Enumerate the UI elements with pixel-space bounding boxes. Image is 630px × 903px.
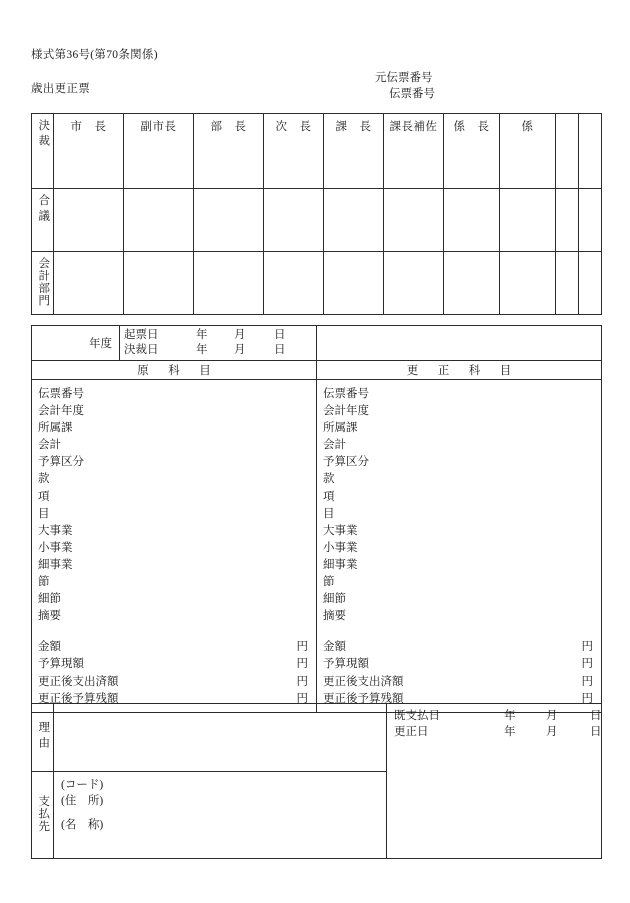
day-unit: 日	[274, 329, 286, 341]
date-row-blank-cell[interactable]	[317, 326, 602, 361]
reason-label: 理由	[37, 720, 50, 752]
approval-cell[interactable]	[384, 252, 444, 315]
table-row	[32, 189, 602, 252]
approval-row-label-kessai	[32, 114, 54, 189]
bottom-table	[31, 703, 602, 859]
field-label: 細節	[38, 593, 61, 606]
field-label: 大事業	[38, 524, 73, 537]
approval-cell-deputy-chief[interactable]	[264, 114, 324, 189]
amount-label: 更正後予算残額	[323, 692, 404, 705]
year-unit: 年	[196, 329, 208, 341]
original-slip-number-label: 元伝票番号	[375, 72, 433, 84]
amount-label: 予算現額	[38, 658, 84, 671]
approval-cell-blank-1[interactable]	[556, 114, 579, 189]
currency-unit: 円	[581, 675, 593, 688]
approval-cell-assistant-section-chief[interactable]	[384, 114, 444, 189]
drafting-date-label: 起票日	[124, 329, 159, 341]
already-paid-date-label: 既支払日	[394, 710, 440, 722]
form-title: 歳出更正票	[31, 83, 90, 95]
field-label: 会計	[38, 439, 61, 452]
field-label: 款	[38, 473, 50, 486]
field-label: 項	[38, 490, 50, 503]
amount-line	[38, 656, 308, 673]
original-account-fields[interactable]	[32, 380, 317, 713]
amount-label: 更正後支出済額	[38, 675, 119, 688]
approval-cell[interactable]	[556, 252, 579, 315]
day-unit: 日	[590, 710, 602, 722]
approval-date-line	[124, 343, 316, 358]
payee-input-cell[interactable]	[54, 772, 387, 859]
amount-line	[38, 674, 308, 691]
year-unit: 年	[504, 710, 516, 722]
amount-label: 更正後予算残額	[38, 692, 119, 705]
spacer	[38, 625, 308, 639]
approval-cell[interactable]	[194, 189, 264, 252]
approval-col-header: 課長補佐	[389, 121, 438, 133]
approval-cell-blank-2[interactable]	[579, 114, 602, 189]
approval-date-label: 決裁日	[124, 344, 159, 356]
currency-unit: 円	[296, 658, 308, 671]
approval-row-label-gogi	[32, 189, 54, 252]
approval-col-header: 課 長	[335, 121, 372, 133]
approval-col-header: 市 長	[70, 121, 107, 133]
month-unit: 月	[546, 710, 558, 722]
approval-col-header	[579, 114, 601, 118]
approval-col-header: 係 長	[453, 121, 490, 133]
approval-cell-section-chief[interactable]	[324, 114, 384, 189]
amount-line	[38, 639, 308, 656]
fiscal-year-label: 年度	[89, 338, 112, 350]
approval-cell[interactable]	[324, 189, 384, 252]
approval-cell[interactable]	[444, 189, 500, 252]
approval-cell[interactable]	[194, 252, 264, 315]
day-unit: 日	[274, 344, 286, 356]
field-label: 伝票番号	[323, 388, 369, 400]
field-label: 予算区分	[323, 456, 369, 469]
field-label: 節	[38, 576, 50, 589]
approval-cell-subsection-chief[interactable]	[444, 114, 500, 189]
approval-table-wrapper	[31, 113, 602, 315]
field-label: 小事業	[323, 541, 358, 554]
approval-cell-staff[interactable]	[500, 114, 556, 189]
year-unit: 年	[196, 344, 208, 356]
table-row	[32, 114, 602, 189]
currency-unit: 円	[296, 692, 308, 705]
spacer	[61, 809, 386, 817]
field-label: 会計	[323, 439, 346, 452]
approval-cell[interactable]	[500, 189, 556, 252]
amount-label: 金額	[323, 641, 346, 654]
field-label: 所属課	[323, 422, 358, 435]
amount-line	[323, 674, 593, 691]
approval-cell-mayor[interactable]	[54, 114, 124, 189]
currency-unit: 円	[581, 692, 593, 705]
field-label: 摘要	[323, 610, 346, 623]
field-label: 細節	[323, 593, 346, 606]
bottom-table-wrapper	[31, 703, 602, 859]
field-label: 会計年度	[38, 405, 84, 418]
field-label: 会計年度	[323, 405, 369, 418]
approval-cell[interactable]	[324, 252, 384, 315]
payee-code-label: (コード)	[61, 779, 104, 791]
currency-unit: 円	[581, 658, 593, 671]
approval-cell[interactable]	[579, 252, 602, 315]
field-label: 摘要	[38, 610, 61, 623]
slip-number-block	[375, 70, 435, 102]
amount-label: 更正後支出済額	[323, 675, 404, 688]
field-label: 予算区分	[38, 456, 84, 469]
approval-row-label-text: 合議	[37, 194, 50, 225]
approval-col-header: 係	[521, 121, 534, 133]
field-label: 目	[323, 507, 335, 520]
approval-cell[interactable]	[500, 252, 556, 315]
correction-date-label: 更正日	[394, 726, 429, 738]
approval-table	[31, 113, 602, 315]
approval-cell[interactable]	[54, 252, 124, 315]
approval-row-label-text: 会計部門	[37, 257, 50, 307]
approval-cell[interactable]	[264, 252, 324, 315]
currency-unit: 円	[581, 641, 593, 654]
spacer	[323, 625, 593, 639]
table-row	[32, 252, 602, 315]
approval-cell[interactable]	[384, 189, 444, 252]
field-label: 細事業	[38, 558, 73, 571]
month-unit: 月	[546, 726, 558, 738]
table-row	[32, 380, 602, 713]
payee-name-label: (名 称)	[61, 819, 104, 831]
original-account-header: 原 科 目	[32, 361, 317, 380]
table-row	[32, 704, 602, 772]
reason-input-cell[interactable]	[54, 704, 387, 772]
approval-cell[interactable]	[124, 189, 194, 252]
approval-cell[interactable]	[264, 189, 324, 252]
form-code: 様式第36号(第70条関係)	[31, 49, 158, 61]
payee-label-cell	[32, 772, 54, 859]
field-label: 所属課	[38, 422, 73, 435]
approval-cell-department-chief[interactable]	[194, 114, 264, 189]
field-label: 細事業	[323, 558, 358, 571]
approval-cell[interactable]	[579, 189, 602, 252]
amount-line	[323, 656, 593, 673]
correction-date-line	[394, 724, 601, 740]
fiscal-year-cell[interactable]	[32, 326, 120, 361]
field-label: 款	[323, 473, 335, 486]
field-label: 小事業	[38, 541, 73, 554]
approval-col-header: 副市長	[140, 121, 177, 133]
drafting-date-line	[124, 328, 316, 343]
amount-label: 金額	[38, 641, 61, 654]
approval-row-label-accounting	[32, 252, 54, 315]
field-label: 目	[38, 507, 50, 520]
amount-label: 予算現額	[323, 658, 369, 671]
field-label: 伝票番号	[38, 388, 84, 400]
field-label: 大事業	[323, 524, 358, 537]
table-row	[32, 326, 602, 361]
approval-cell[interactable]	[124, 252, 194, 315]
date-entry-cell[interactable]	[120, 326, 317, 361]
month-unit: 月	[234, 344, 246, 356]
field-label: 項	[323, 490, 335, 503]
table-row	[32, 361, 602, 380]
amount-line	[323, 639, 593, 656]
accounts-table-wrapper	[31, 325, 602, 713]
approval-row-label-text: 決裁	[37, 119, 50, 150]
approval-cell[interactable]	[444, 252, 500, 315]
correction-account-header: 更 正 科 目	[317, 361, 602, 380]
currency-unit: 円	[296, 675, 308, 688]
accounts-table	[31, 325, 602, 713]
reason-label-cell	[32, 704, 54, 772]
currency-unit: 円	[296, 641, 308, 654]
approval-cell-deputy-mayor[interactable]	[124, 114, 194, 189]
field-label: 節	[323, 576, 335, 589]
approval-cell[interactable]	[556, 189, 579, 252]
approval-col-header: 部 長	[210, 121, 247, 133]
year-unit: 年	[504, 726, 516, 738]
approval-col-header: 次 長	[275, 121, 312, 133]
payee-label: 支払先	[37, 794, 50, 833]
approval-col-header	[556, 114, 578, 118]
month-unit: 月	[234, 329, 246, 341]
payee-address-label: (住 所)	[61, 795, 104, 807]
day-unit: 日	[590, 726, 602, 738]
correction-account-fields[interactable]	[317, 380, 602, 713]
payment-dates-cell[interactable]	[387, 704, 602, 859]
already-paid-date-line	[394, 708, 601, 724]
slip-number-label: 伝票番号	[389, 88, 435, 100]
approval-cell[interactable]	[54, 189, 124, 252]
